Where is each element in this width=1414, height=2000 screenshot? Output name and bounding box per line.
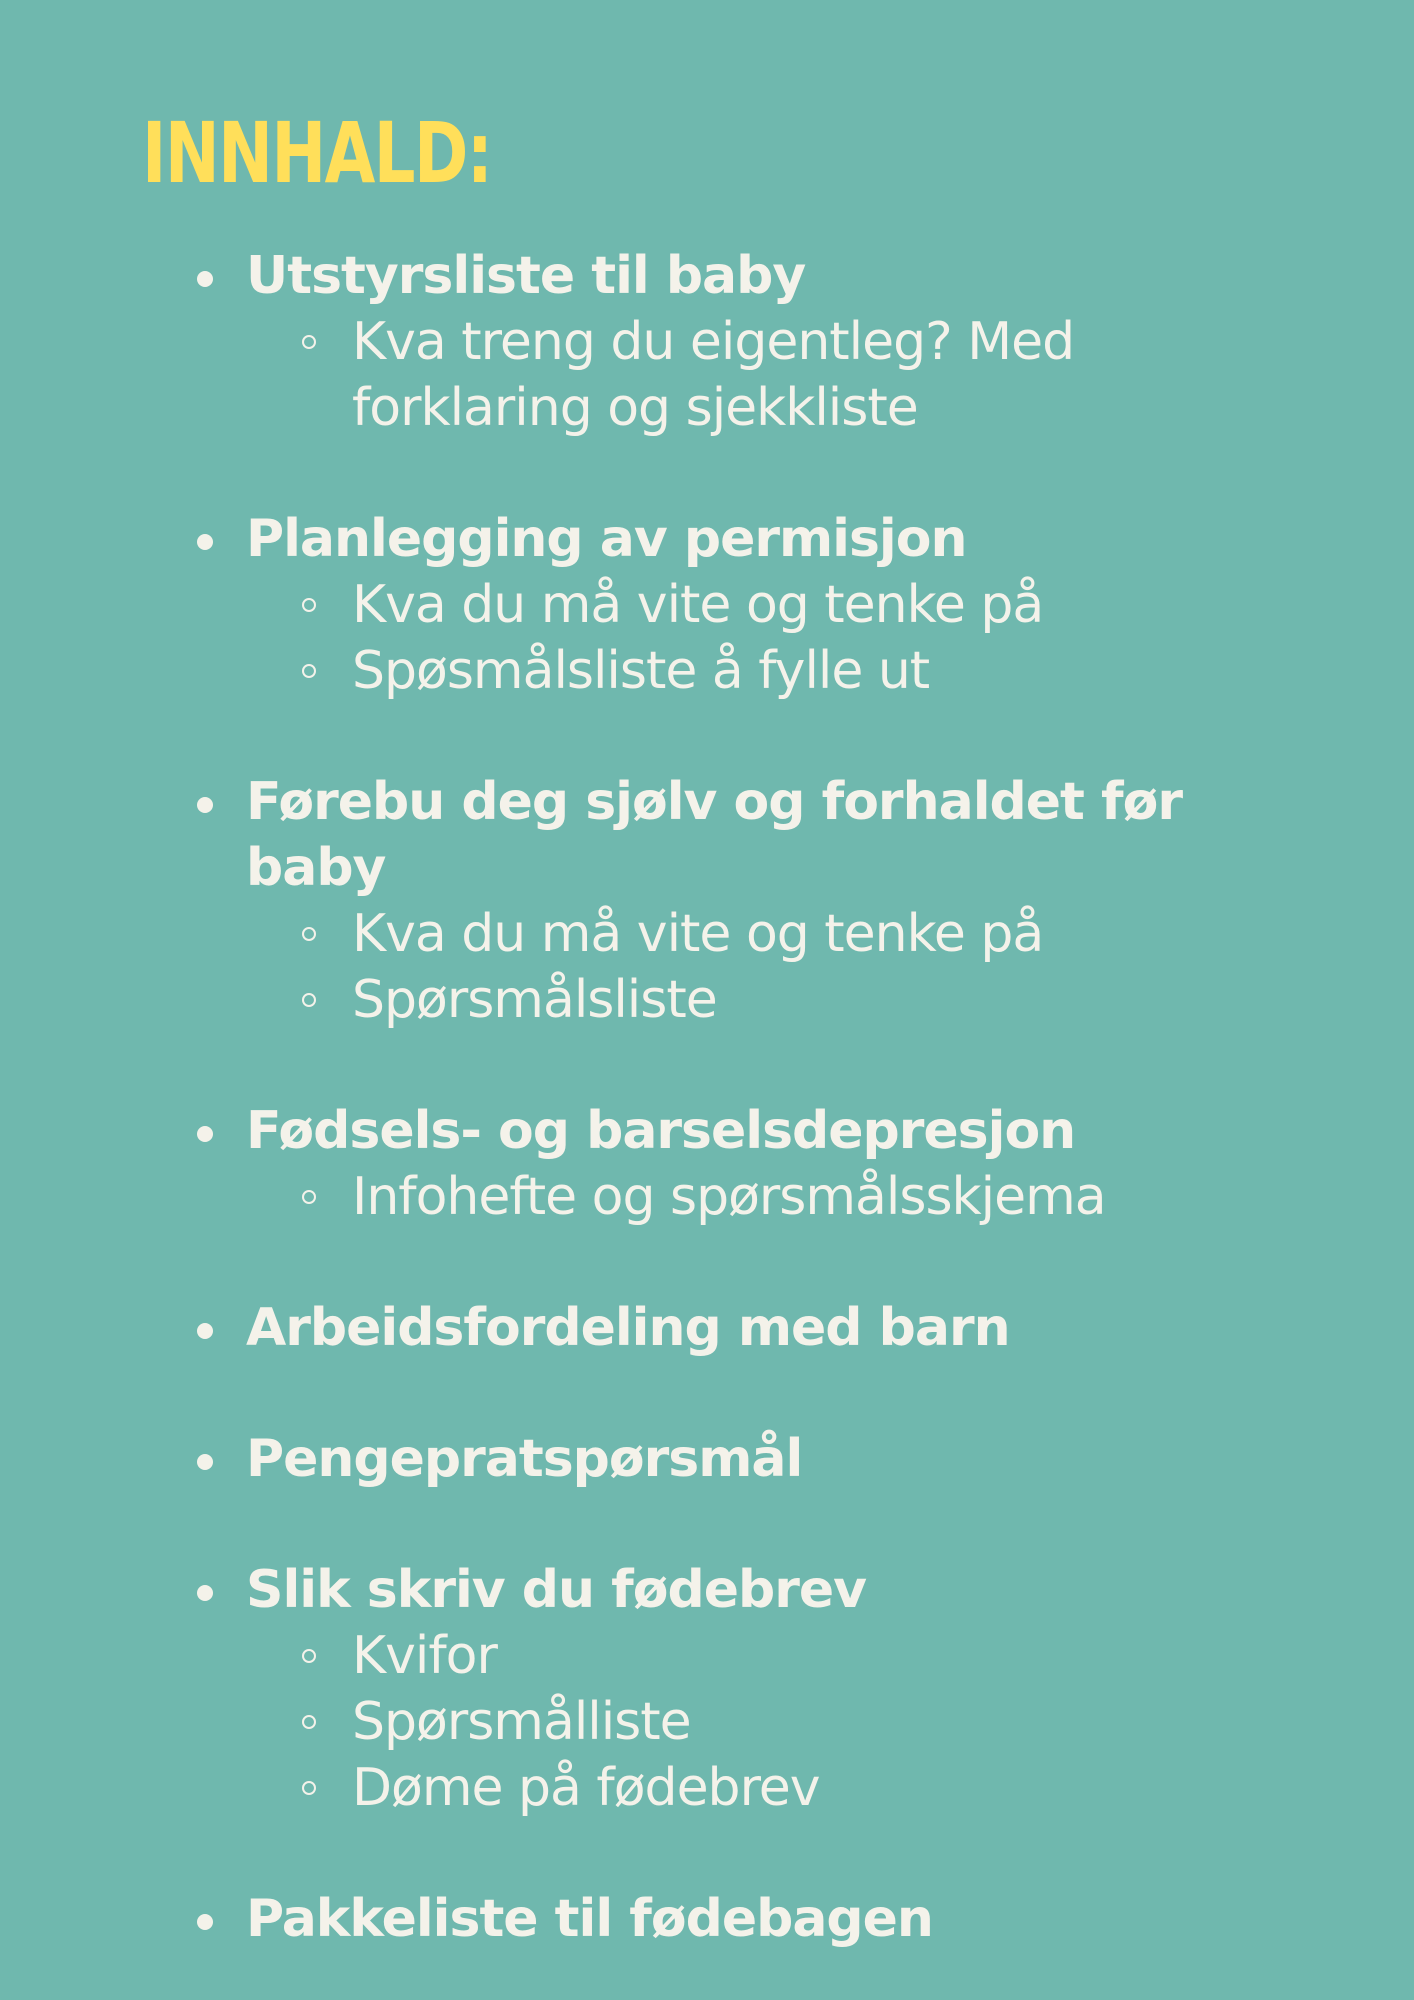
toc-sublist (192, 572, 1252, 704)
toc-subitem-label: Kvifor (352, 1626, 497, 1686)
toc-section (192, 1426, 1252, 1492)
toc-section-row (192, 1426, 1252, 1492)
table-of-contents (192, 243, 1252, 1952)
hollow-bullet-icon (298, 1623, 352, 1689)
toc-section (192, 1886, 1252, 1952)
toc-subitem-label: Kva du må vite og tenke på (352, 575, 1044, 635)
toc-section-label: Planlegging av permisjon (246, 509, 967, 569)
toc-subitem-label: Kva du må vite og tenke på (352, 904, 1044, 964)
toc-subitem (192, 901, 1252, 967)
toc-section (192, 1557, 1252, 1821)
toc-subitem (192, 309, 1252, 441)
toc-subitem-label: Infohefte og spørsmålsskjema (352, 1167, 1106, 1227)
toc-section-row (192, 769, 1252, 901)
hollow-bullet-icon (298, 1164, 352, 1230)
bullet-icon (192, 1295, 246, 1361)
hollow-bullet-icon (298, 1755, 352, 1821)
toc-section-label: Utstyrsliste til baby (246, 246, 806, 306)
toc-section-label: Pakkeliste til fødebagen (246, 1889, 933, 1949)
toc-section (192, 1295, 1252, 1361)
toc-subitem (192, 1623, 1252, 1689)
toc-section-label: Fødsels- og barselsdepresjon (246, 1101, 1076, 1161)
toc-section-row (192, 506, 1252, 572)
bullet-icon (192, 1557, 246, 1623)
toc-section (192, 1098, 1252, 1230)
page-title: INNHALD: (142, 104, 492, 202)
toc-sublist (192, 309, 1252, 441)
toc-subitem-label: Spørsmålliste (352, 1692, 691, 1752)
hollow-bullet-icon (298, 967, 352, 1033)
toc-subitem-label: Kva treng du eigentleg? Med forklaring og sjekkliste (352, 312, 1075, 438)
toc-subitem (192, 572, 1252, 638)
toc-section-row (192, 1886, 1252, 1952)
toc-subitem (192, 967, 1252, 1033)
bullet-icon (192, 506, 246, 572)
bullet-icon (192, 1886, 246, 1952)
toc-section-label: Arbeidsfordeling med barn (246, 1298, 1010, 1358)
toc-subitem-label: Spøsmålsliste å fylle ut (352, 641, 930, 701)
toc-subitem-label: Spørsmålsliste (352, 970, 717, 1030)
bullet-icon (192, 1098, 246, 1164)
toc-section-row (192, 1098, 1252, 1164)
hollow-bullet-icon (298, 638, 352, 704)
hollow-bullet-icon (298, 901, 352, 967)
toc-section-row (192, 1295, 1252, 1361)
hollow-bullet-icon (298, 1689, 352, 1755)
toc-sublist (192, 1164, 1252, 1230)
toc-sublist (192, 901, 1252, 1033)
toc-section-row (192, 1557, 1252, 1623)
hollow-bullet-icon (298, 309, 352, 375)
bullet-icon (192, 1426, 246, 1492)
toc-section (192, 769, 1252, 1033)
toc-subitem (192, 1689, 1252, 1755)
bullet-icon (192, 243, 246, 309)
toc-section-label: Førebu deg sjølv og forhaldet før baby (246, 772, 1182, 898)
toc-section (192, 506, 1252, 704)
toc-section (192, 243, 1252, 441)
toc-subitem-label: Døme på fødebrev (352, 1758, 820, 1818)
toc-subitem (192, 1164, 1252, 1230)
hollow-bullet-icon (298, 572, 352, 638)
toc-section-label: Pengepratspørsmål (246, 1429, 803, 1489)
toc-section-row (192, 243, 1252, 309)
toc-section-label: Slik skriv du fødebrev (246, 1560, 867, 1620)
toc-subitem (192, 638, 1252, 704)
bullet-icon (192, 769, 246, 835)
toc-subitem (192, 1755, 1252, 1821)
toc-sublist (192, 1623, 1252, 1821)
